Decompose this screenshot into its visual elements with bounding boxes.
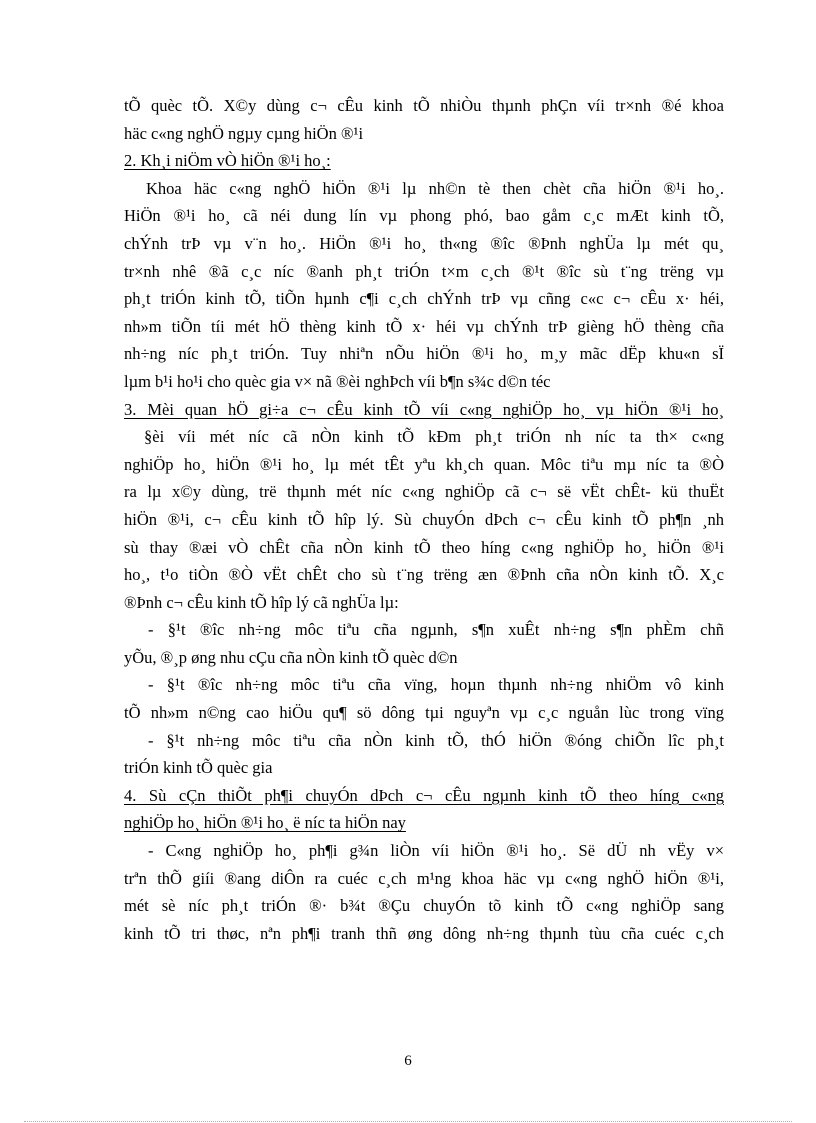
page-bottom-divider xyxy=(24,1121,792,1122)
section-heading-2: 2. Kh¸i niÖm vÒ hiÖn ®¹i ho¸: xyxy=(124,151,331,171)
paragraph-line: ®Þnh c¬ cÊu kinh tÕ hîp lý cã nghÜa lµ: xyxy=(124,592,399,612)
paragraph-line: HiÖn ®¹i ho¸ cã néi dung lín vµ phong phó, bao gåm c¸c mÆt kinh tÕ, xyxy=(124,206,724,226)
bullet-line: - C«ng nghiÖp ho¸ ph¶i g¾n liÒn víi hiÖn ®¹i ho¸. Së dÜ nh vËy v× xyxy=(148,841,724,861)
bullet-line: - §¹t ®îc nh÷ng môc tiªu cña ngµnh, s¶n xuÊt nh÷ng s¶n phÈm chñ xyxy=(148,620,724,640)
section-heading-4-cont: nghiÖp ho¸ hiÖn ®¹i ho¸ ë níc ta hiÖn nay xyxy=(124,813,406,833)
bullet-line: - §¹t nh÷ng môc tiªu cña nÒn kinh tÕ, thÓ hiÖn ®óng chiÕn lîc ph¸t xyxy=(148,730,724,750)
paragraph-line: yÕu, ®¸p øng nhu cÇu cña nÒn kinh tÕ quèc d©n xyxy=(124,647,458,667)
paragraph-line: §èi víi mét níc cã nÒn kinh tÕ kÐm ph¸t triÓn nh níc ta th× c«ng xyxy=(144,427,724,447)
document-body xyxy=(124,92,724,947)
paragraph-line: ph¸t triÓn kinh tÕ, tiÕn hµnh c¶i c¸ch chÝnh trÞ vµ cñng c«c c¬ cÊu x· héi, xyxy=(124,289,724,309)
paragraph-line: chÝnh trÞ vµ v¨n ho¸. HiÖn ®¹i ho¸ th«ng ®îc ®Þnh nghÜa lµ mét qu¸ xyxy=(124,233,724,253)
section-heading-3: 3. Mèi quan hÖ gi÷a c¬ cÊu kinh tÕ víi c«ng nghiÖp ho¸ vµ hiÖn ®¹i ho¸ xyxy=(124,399,724,419)
paragraph-line: trªn thÕ giíi ®ang diÔn ra cuéc c¸ch m¹ng khoa häc vµ c«ng nghÖ hiÖn ®¹i, xyxy=(124,868,724,888)
paragraph-line: triÓn kinh tÕ quèc gia xyxy=(124,758,273,778)
page-number: 6 xyxy=(404,1053,412,1069)
paragraph-line: ho¸, t¹o tiÒn ®Ò vËt chÊt cho sù t¨ng trëng æn ®Þnh cña nÒn kinh tÕ. X¸c xyxy=(124,565,724,585)
paragraph-line: nh»m tiÕn tíi mét hÖ thèng kinh tÕ x· héi vµ chÝnh trÞ gièng hÖ thèng cña xyxy=(124,316,724,336)
paragraph-line: tr×nh nhê ®ã c¸c níc ®anh ph¸t triÓn t×m c¸ch ®¹t ®îc sù t¨ng trëng vµ xyxy=(124,261,724,281)
paragraph-line: sù thay ®æi vÒ chÊt cña nÒn kinh tÕ theo híng c«ng nghiÖp ho¸ hiÖn ®¹i xyxy=(124,537,724,557)
paragraph-line: tÕ quèc tÕ. X©y dùng c¬ cÊu kinh tÕ nhiÒu thµnh phÇn víi tr×nh ®é khoa xyxy=(124,96,724,115)
paragraph-line: hiÖn ®¹i, c¬ cÊu kinh tÕ hîp lý. Sù chuyÓn dÞch c¬ cÊu kinh tÕ ph¶n ¸nh xyxy=(124,509,724,529)
paragraph-line: nh÷ng níc ph¸t triÓn. Tuy nhiªn nÕu hiÖn ®¹i ho¸ m¸y mãc dËp khu«n sÏ xyxy=(124,344,724,364)
paragraph-line: tÕ nh»m n©ng cao hiÖu qu¶ sö dông tµi nguyªn vµ c¸c nguån lùc trong vïng xyxy=(124,703,724,723)
paragraph-line: nghiÖp ho¸ hiÖn ®¹i ho¸ lµ mét tÊt yªu kh¸ch quan. Môc tiªu mµ níc ta ®Ò xyxy=(124,454,724,474)
bullet-line: - §¹t ®îc nh÷ng môc tiªu cña vïng, hoµn thµnh nh÷ng nhiÖm vô kinh xyxy=(148,675,724,695)
section-heading-4: 4. Sù cÇn thiÕt ph¶i chuyÓn dÞch c¬ cÊu ngµnh kinh tÕ theo híng c«ng xyxy=(124,785,724,805)
paragraph-line: mét sè níc ph¸t triÓn ®· b¾t ®Çu chuyÓn tõ kinh tÕ c«ng nghiÖp sang xyxy=(124,896,724,916)
paragraph-line: häc c«ng nghÖ ngµy cµng hiÖn ®¹i xyxy=(124,123,364,143)
paragraph-line: Khoa häc c«ng nghÖ hiÖn ®¹i lµ nh©n tè then chèt cña hiÖn ®¹i ho¸. xyxy=(146,178,724,198)
paragraph-line: kinh tÕ tri thøc, nªn ph¶i tranh thñ øng dông nh÷ng thµnh tùu cña cuéc c¸ch xyxy=(124,923,724,943)
paragraph-line: lµm b¹i ho¹i cho quèc gia v× nã ®èi nghÞch víi b¶n s¾c d©n téc xyxy=(124,371,551,391)
paragraph-line: ra lµ x©y dùng, trë thµnh mét níc c«ng nghiÖp cã c¬ së vËt chÊt- kü thuËt xyxy=(124,482,724,502)
